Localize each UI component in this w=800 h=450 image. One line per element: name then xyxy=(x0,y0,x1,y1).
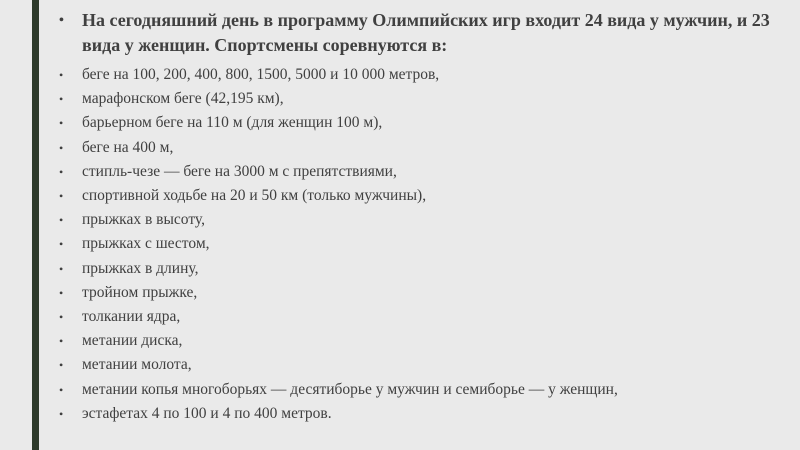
list-item-text: эстафетах 4 по 100 и 4 по 400 метров. xyxy=(82,404,332,422)
list-item-text: тройном прыжке, xyxy=(82,283,198,301)
bullet-icon: • xyxy=(59,261,64,276)
bullet-icon: • xyxy=(59,68,64,82)
list-item xyxy=(56,378,791,402)
list-item xyxy=(56,63,791,87)
bullet-icon: • xyxy=(59,382,64,397)
list-item-text: марафонском беге (42,195 км), xyxy=(82,90,284,108)
list-item-text: метании копья многоборьях — десятиборье у мужчин и семиборье — у женщин, xyxy=(82,380,618,398)
list-item-text: прыжках в длину, xyxy=(82,259,199,277)
list-item xyxy=(56,111,791,135)
list-item-text: прыжках с шестом, xyxy=(82,235,210,253)
list-item xyxy=(56,160,791,184)
list-item-text: стипль-чезе — беге на 3000 м с препятствиями, xyxy=(82,162,397,180)
list-item xyxy=(56,87,791,111)
list-item xyxy=(56,281,791,305)
list-item xyxy=(56,257,791,281)
bullet-icon: • xyxy=(59,13,64,28)
bullet-icon: • xyxy=(59,189,64,204)
bullet-icon: • xyxy=(59,92,64,107)
bullet-icon: • xyxy=(59,310,64,325)
list-item-text: метании диска, xyxy=(82,332,183,350)
list-item xyxy=(56,353,791,377)
list-item xyxy=(56,184,791,208)
list-item xyxy=(56,402,791,426)
accent-bar xyxy=(32,0,39,450)
lead-text: На сегодняшний день в программу Олимпийских игр входит 24 вида у мужчин, и 23 вида у женщин. Спортсмены соревнуются в: xyxy=(82,10,770,55)
list-item-text: беге на 400 м, xyxy=(82,138,174,156)
list-item xyxy=(56,329,791,353)
bullet-icon: • xyxy=(59,164,64,179)
bullet-icon: • xyxy=(59,237,64,252)
list-item-text: барьерном беге на 110 м (для женщин 100 м), xyxy=(82,114,383,132)
bullet-icon: • xyxy=(59,140,64,155)
list-item xyxy=(56,208,791,232)
lead-paragraph xyxy=(56,8,791,58)
bullet-icon: • xyxy=(59,358,64,373)
bullet-icon: • xyxy=(59,285,64,300)
bullet-icon: • xyxy=(59,406,64,421)
list-item-text: толкании ядра, xyxy=(82,308,181,326)
list-item xyxy=(56,136,791,160)
list-item-text: беге на 100, 200, 400, 800, 1500, 5000 и 10 000 метров, xyxy=(82,66,440,83)
list-item xyxy=(56,305,791,329)
bullet-icon: • xyxy=(59,116,64,131)
bullet-icon: • xyxy=(59,213,64,228)
list-item-text: спортивной ходьбе на 20 и 50 км (только мужчины), xyxy=(82,187,427,205)
list-item-text: метании молота, xyxy=(82,356,192,374)
slide-content xyxy=(56,8,791,426)
discipline-list xyxy=(56,63,791,426)
list-item xyxy=(56,232,791,256)
list-item-text: прыжках в высоту, xyxy=(82,211,205,229)
bullet-icon: • xyxy=(59,334,64,349)
